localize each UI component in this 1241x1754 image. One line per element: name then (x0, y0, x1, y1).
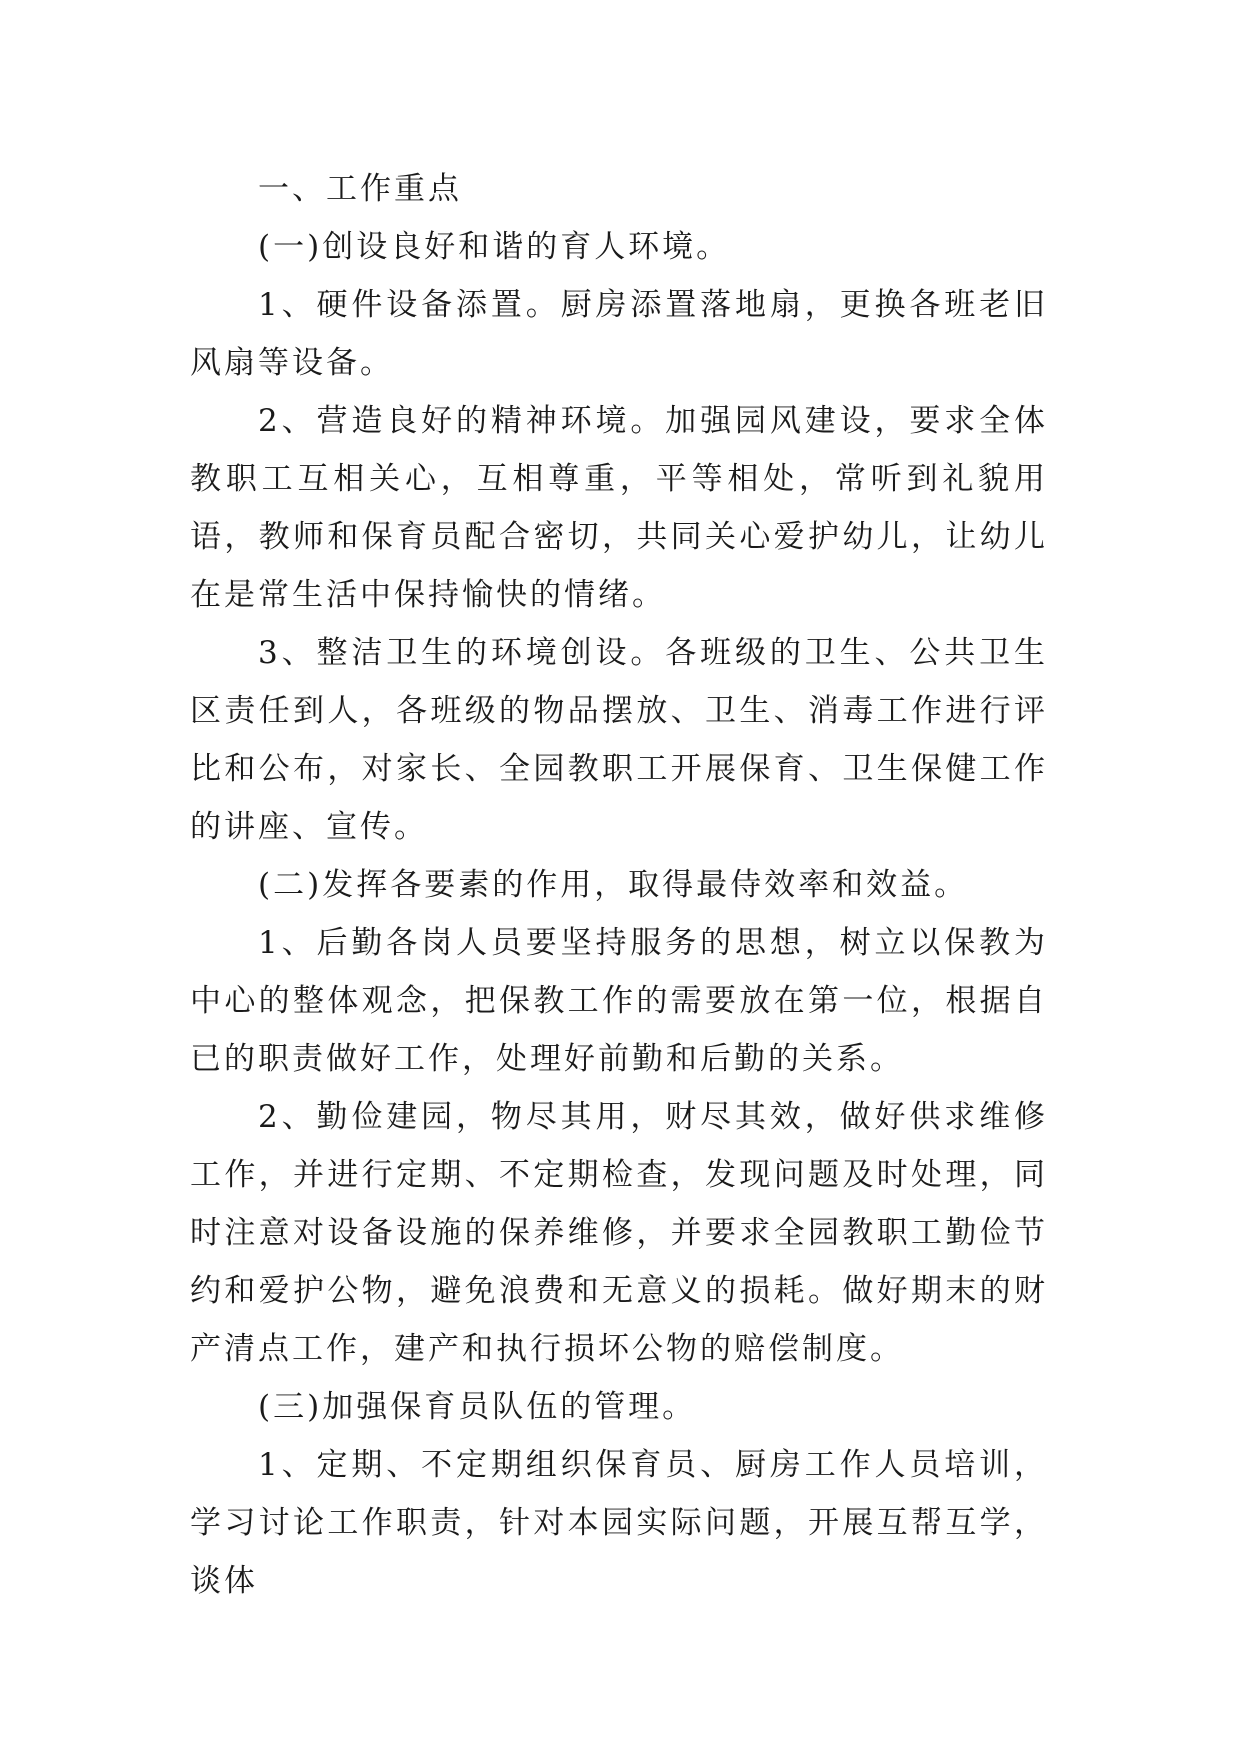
subsection-heading: (三)加强保育员队伍的管理。 (258, 1389, 697, 1425)
document-body (190, 160, 1048, 1610)
body-paragraph: 2、营造良好的精神环境。加强园风建设，要求全体教职工互相关心，互相尊重，平等相处，常听到礼貌用语，教师和保育员配合密切，共同关心爱护幼儿，让幼儿在是常生活中保持愉快的情绪。 (190, 403, 1048, 613)
subsection-heading: (一)创设良好和谐的育人环境。 (258, 229, 731, 265)
section-heading: 一、工作重点 (258, 171, 462, 207)
body-paragraph: 1、后勤各岗人员要坚持服务的思想，树立以保教为中心的整体观念，把保教工作的需要放在第一位，根据自已的职责做好工作，处理好前勤和后勤的关系。 (190, 925, 1048, 1077)
body-paragraph: 3、整洁卫生的环境创设。各班级的卫生、公共卫生区责任到人，各班级的物品摆放、卫生、消毒工作进行评比和公布，对家长、全园教职工开展保育、卫生保健工作的讲座、宣传。 (190, 635, 1048, 845)
body-paragraph: 2、勤俭建园，物尽其用，财尽其效，做好供求维修工作，并进行定期、不定期检查，发现问题及时处理，同时注意对设备设施的保养维修，并要求全园教职工勤俭节约和爱护公物，避免浪费和无意义的损耗。做好期末的财产清点工作，建产和执行损坏公物的赔偿制度。 (190, 1099, 1048, 1367)
body-paragraph: 1、定期、不定期组织保育员、厨房工作人员培训，学习讨论工作职责，针对本园实际问题，开展互帮互学，谈体 (190, 1447, 1048, 1599)
subsection-heading: (二)发挥各要素的作用，取得最侍效率和效益。 (258, 867, 969, 903)
body-paragraph: 1、硬件设备添置。厨房添置落地扇，更换各班老旧风扇等设备。 (190, 287, 1048, 381)
